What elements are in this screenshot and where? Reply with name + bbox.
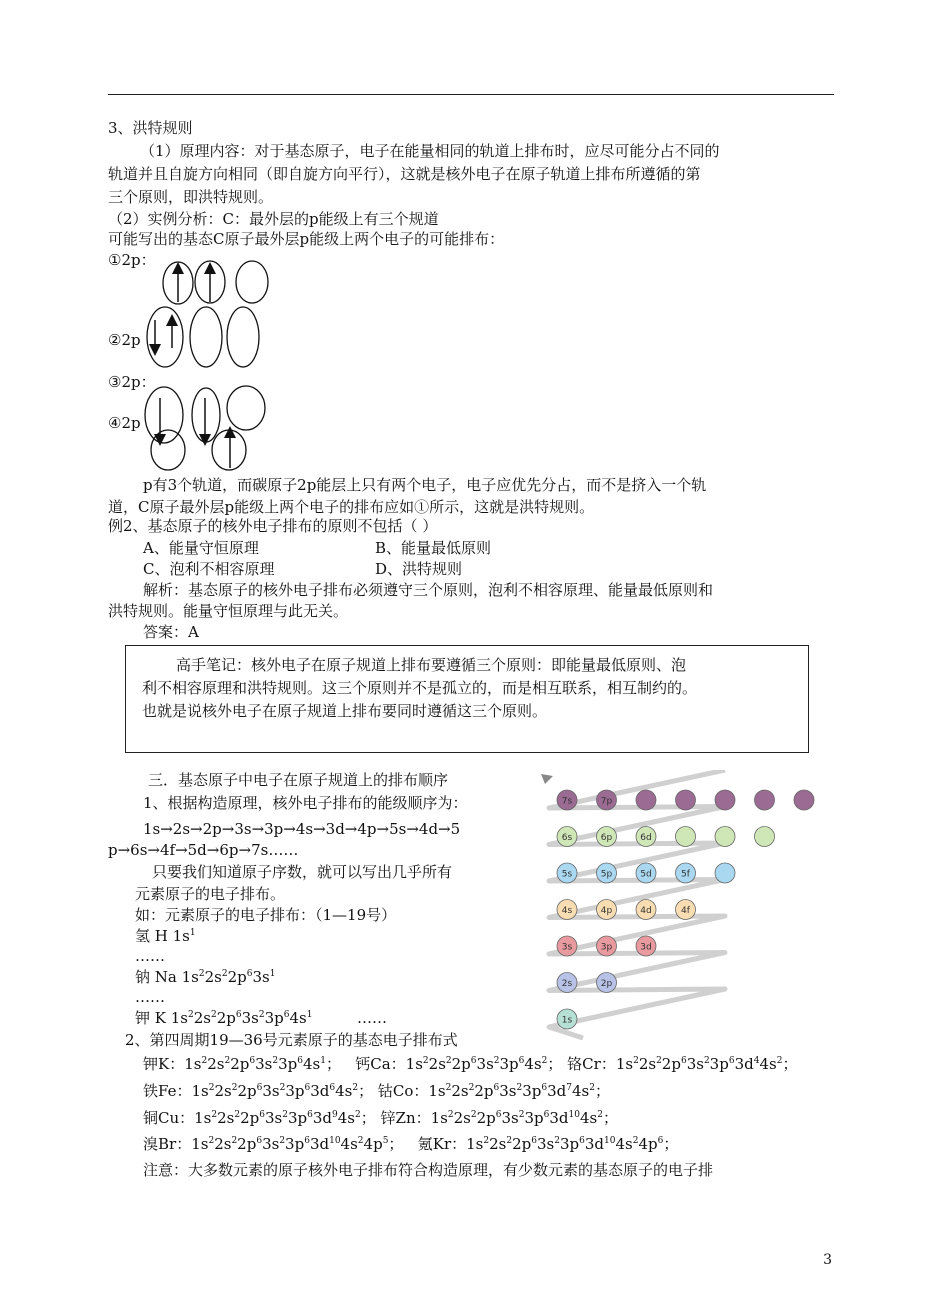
orbital-label: 1s (561, 1015, 573, 1026)
option-d: D、洪特规则 (375, 560, 463, 578)
paragraph-line: （1）原理内容：对于基态原子，电子在能量相同的轨道上排布时，应尽可能分占不同的 (140, 142, 720, 160)
ellipsis: …… (135, 947, 165, 965)
paragraph-line: 2、第四周期19—36号元素原子的基态电子排布式 (125, 1031, 458, 1049)
analysis-line: 洪特规则。能量守恒原理与此无关。 (108, 602, 349, 620)
orbital-circle (676, 827, 696, 847)
orbital-circle (755, 827, 775, 847)
orbital-circle (715, 827, 735, 847)
option-b: B、能量最低原则 (375, 539, 492, 557)
paragraph-line: 元素原子的电子排布。 (135, 885, 286, 903)
orbital-circle (755, 790, 775, 810)
orbital-diagram (140, 258, 280, 473)
orbital-label: 4p (600, 906, 613, 916)
orbital-label: 6s (561, 833, 573, 843)
sequence-line: 1s→2s→2p→3s→3p→4s→3d→4p→5s→4d→5 (143, 820, 461, 838)
paragraph-line: （2）实例分析：C：最外层的p能级上有三个规道 (108, 210, 439, 228)
orbital-label: 7s (561, 796, 573, 807)
config-k: 钾 K $1s^22s^22p^63s^23p^64s^1$ (135, 1009, 313, 1027)
orbital-label: 3p (600, 942, 613, 953)
orbital-label: 5f (681, 869, 690, 880)
orbital-label: 6d (640, 833, 652, 843)
paragraph-line: 1、根据构造原理，核外电子排布的能级顺序为： (143, 794, 468, 812)
analysis-line: 解析：基态原子的核外电子排布必须遵守三个原则，泡利不相容原理、能量最低原则和 (143, 581, 714, 599)
orbital-label: 4d (640, 906, 652, 916)
note-line: 利不相容原理和洪特规则。这三个原则并不是孤立的，而是相互联系，相互制约的。 (142, 679, 698, 697)
config-line: 铜Cu：$1s^22s^22p^63s^23p^63d^94s^2$； 锌Zn：$1s^22s^22p^63s^23p^63d^{10}4s^2$； (143, 1109, 618, 1127)
orbital-circle (715, 790, 735, 810)
option-label-3: ③2p： (108, 373, 156, 391)
aufbau-diagram (535, 770, 835, 1040)
config-line: 钾K：$1s^22s^22p^63s^23p^64s^1$； 钙Ca：$1s^22s^22p^63s^23p^64s^2$； 铬Cr：$1s^22s^22p^63s^23p^63d^44s^2$； (143, 1055, 798, 1073)
part-title: 三．基态原子中电子在原子规道上的排布顺序 (148, 771, 449, 789)
config-na: 钠 Na $1s^22s^22p^63s^1$ (135, 968, 276, 986)
orbital-label: 2p (600, 979, 613, 989)
note-line: 也就是说核外电子在原子规道上排布要同时遵循这三个原则。 (142, 702, 548, 720)
note-line: 高手笔记：核外电子在原子规道上排布要遵循三个原则：即能量最低原则、泡 (176, 656, 687, 674)
ellipsis: …… (135, 988, 165, 1006)
orbital-circle (636, 790, 656, 810)
orbital-label: 5s (561, 869, 573, 880)
orbital-circle (715, 863, 735, 883)
paragraph-line: 道，C原子最外层p能级上两个电子的排布应如①所示，这就是洪特规则。 (108, 498, 595, 516)
option-a: A、能量守恒原理 (143, 539, 259, 557)
paragraph-line: 如：元素原子的电子排布：（1—19号） (135, 906, 397, 924)
option-label-4: ④2p (108, 414, 141, 432)
orbital-label: 4f (681, 906, 690, 916)
paragraph-line: p有3个轨道，而碳原子2p能层上只有两个电子，电子应优先分占，而不是挤入一个轨 (143, 476, 707, 494)
paragraph-line: 只要我们知道原子序数，就可以写出几乎所有 (152, 863, 453, 881)
orbital-circle (676, 790, 696, 810)
orbital-label: 7p (600, 796, 613, 807)
orbital-label: 2s (561, 979, 573, 989)
sequence-line: p→6s→4f→5d→6p→7s…… (108, 841, 299, 859)
paragraph-line: 注意：大多数元素的原子核外电子排布符合构造原理，有少数元素的基态原子的电子排 (143, 1161, 714, 1179)
arrow-icon (541, 774, 553, 784)
orbital-label: 6p (600, 833, 613, 843)
ellipsis: …… (357, 1009, 387, 1027)
note-box (125, 645, 809, 753)
answer: 答案：A (143, 623, 199, 641)
config-line: 溴Br：$1s^22s^22p^63s^23p^63d^{10}4s^24p^5$； 氪Kr：$1s^22s^22p^63s^23p^63d^{10}4s^24p^6$； (143, 1135, 679, 1153)
option-label-2: ②2p (108, 331, 141, 349)
page-number: 3 (823, 1252, 832, 1268)
orbital-label: 5d (640, 869, 652, 880)
example-question: 例2、基态原子的核外电子排布的原则不包括（ ） (108, 517, 438, 535)
section-title: 3、洪特规则 (108, 119, 193, 137)
orbital-label: 3s (561, 942, 573, 953)
orbital-circle (794, 790, 814, 810)
orbital-label: 3d (640, 942, 652, 953)
paragraph-line: 可能写出的基态C原子最外层p能级上两个电子的可能排布： (108, 230, 505, 248)
header-rule (108, 94, 834, 95)
config-line: 铁Fe：$1s^22s^22p^63s^23p^63d^64s^2$； 钴Co：$1s^22s^22p^63s^23p^63d^74s^2$； (143, 1082, 610, 1100)
config-h: 氢 H $1s^1$ (135, 927, 196, 945)
option-label-1: ①2p： (108, 251, 156, 269)
paragraph-line: 轨道并且自旋方向相同（即自旋方向平行），这就是核外电子在原子轨道上排布所遵循的第 (108, 165, 701, 183)
orbital-label: 5p (600, 869, 613, 880)
orbital-label: 4s (561, 906, 573, 916)
paragraph-line: 三个原则，即洪特规则。 (108, 188, 274, 206)
option-c: C、泡利不相容原理 (143, 560, 275, 578)
